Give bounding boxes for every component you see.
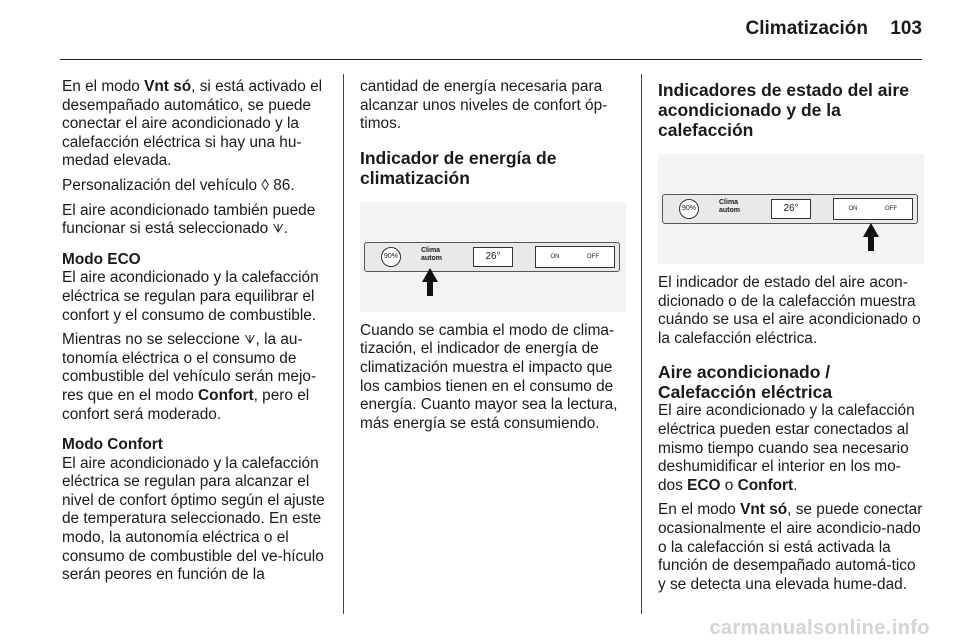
paragraph: Cuando se cambia el modo de clima-tización, el indicador de energía de climatización muestra el impacto que los cambios tienen en el consumo de energía. Cuanto mayor sea la lectura, más energía se está consumiendo.: [360, 321, 618, 432]
header-rule: [60, 59, 922, 60]
paragraph: Mientras no se seleccione ᗐ, la au-tonomía eléctrica o el consumo de combustible del vehículo serán mejo-res que en el modo Confort, pero el confort será moderado.: [62, 331, 317, 423]
column-3: [658, 78, 924, 600]
heat-off-indicator: OFF: [587, 253, 599, 260]
ac-on-indicator: ON: [848, 206, 858, 212]
status-indicator-figure: [658, 154, 924, 264]
column-2: [360, 78, 626, 439]
climate-panel: [364, 242, 620, 272]
energy-percent: 90%: [381, 247, 401, 267]
climate-panel: [662, 194, 918, 224]
comfort-text: El aire acondicionado y la calefacción eléctrica se regulan para alcanzar el nivel de confort óptimo según el ajuste de temperatura seleccionado. En este modo, la autonomía eléctrica o el consumo de combustible del ve-hículo serán peores en función de la: [62, 454, 325, 584]
paragraph: El aire acondicionado y la calefacción eléctrica pueden estar conectados al mismo tiempo cuando sea necesario deshumidificar el interior en los mo-dos ECO o Confort.: [658, 402, 915, 494]
status-buttons: [535, 246, 615, 268]
heat-off-indicator: OFF: [885, 206, 897, 212]
column-1: [62, 78, 328, 591]
page-number: 103: [890, 18, 922, 39]
paragraph: cantidad de energía necesaria para alcanzar unos niveles de confort óp-timos.: [360, 78, 608, 133]
paragraph: En el modo Vnt só, se puede conectar ocasionalmente el aire acondicio-nado o la calefacción si está activada la función de desempañado automá-tico y se detecta una elevada hume-dad.: [658, 501, 923, 593]
section-heading: Indicador de energía de climatización: [360, 147, 557, 188]
clima-label: Clima autom: [421, 246, 442, 262]
section-heading: Aire acondicionado / Calefacción eléctrica: [658, 362, 833, 403]
temperature-display: 26°: [771, 199, 811, 219]
arrow-up-icon: [422, 268, 438, 282]
energy-percent: 90%: [679, 199, 699, 219]
eco-text: El aire acondicionado y la calefacción eléctrica se regulan para equilibrar el confort y el consumo de combustible.: [62, 269, 319, 324]
ac-on-indicator: ON: [550, 253, 560, 260]
ac-icon: ᗐ: [244, 333, 256, 348]
column-divider-1: [343, 74, 344, 614]
comfort-heading: Modo Confort: [62, 436, 163, 454]
page-title: Climatización: [745, 18, 868, 39]
eco-heading: Modo ECO: [62, 250, 141, 268]
section-heading: Indicadores de estado del aire acondicionado y de la calefacción: [658, 80, 909, 140]
arrow-up-icon: [863, 223, 879, 237]
column-divider-2: [641, 74, 642, 614]
status-buttons: [833, 198, 913, 220]
climate-energy-figure: [360, 202, 626, 312]
clima-label: Clima autom: [719, 199, 740, 214]
ac-icon: ᗐ: [272, 222, 284, 237]
paragraph: En el modo Vnt só, si está activado el desempañado automático, se puede conectar el aire acondicionado y la calefacción eléctrica si hay una hu-medad elevada.: [62, 78, 323, 170]
mode-label: Vnt só: [144, 78, 192, 95]
arrow-stem: [868, 237, 874, 251]
watermark: carmanualsonline.info: [709, 617, 930, 639]
temperature-display: 26°: [473, 247, 513, 267]
paragraph: El aire acondicionado también puede funcionar si está seleccionado ᗐ.: [62, 201, 316, 238]
cross-reference: Personalización del vehículo ◊ 86.: [62, 176, 295, 194]
arrow-stem: [427, 282, 433, 296]
paragraph: El indicador de estado del aire acon-dicionado o de la calefacción muestra cuándo se usa el aire acondicionado o la calefacción eléctrica.: [658, 274, 921, 347]
